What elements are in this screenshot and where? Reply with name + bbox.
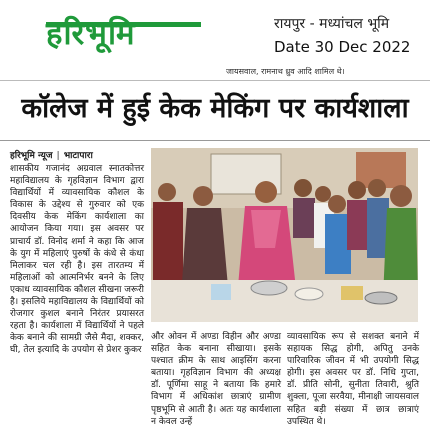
newspaper-logo: हरिभूमि [46, 16, 136, 52]
article-column-3: व्यावसायिक रूप से सशक्त बनाने में सहायक सिद्ध होगी, अपितु उनके पारिवारिक जीवन में भी उपयोगी सिद्ध होगी। इस अवसर पर डॉ. निधि गुप्ता, डॉ. प्रीति सोनी, सुनीता तिवारी, श्रुति शुक्ला, पूजा सरवैया, मीनाक्षी जायसवाल सहित बड़ी संख्या में छात्र छात्राएं उपस्थित थे। [287, 332, 419, 427]
article-photo [151, 148, 418, 322]
date-label: Date 30 Dec 2022 [274, 38, 411, 56]
byline-separator: | [56, 151, 60, 161]
headline: कॉलेज में हुई केक मेकिंग पर कार्यशाला [21, 93, 409, 124]
group-photo-icon [151, 148, 418, 322]
article-column-1: शासकीय गजानंद अग्रवाल स्नातकोत्तर महाविद्यालय के गृहविज्ञान विभाग द्वारा विद्यार्थियों में व्यावसायिक कौशल के विकास के उद्देश्य से गुरुवार को एक दिवसीय केक मेकिंग कार्यशाला का आयोजन किया गया। इस अवसर पर प्राचार्य डॉ. विनोद शर्मा ने कहा कि आज के युग में महिलाएं पुरुषों के कंधे से कंधा मिलाकर चल रही है। इस तारतम्य में महिलाओं को आत्मनिर्भर बनने के लिए एकाध व्यावसायिक कौशल सीखना जरूरी है। इसलिये महाविद्यालय के विद्यार्थियों को रोजगार कुशल बनाने निरंतर प्रयासरत रहता है। कार्यशाला में विद्यार्थियों ने पहले केक बनाने की सामग्री जैसे मैदा, शक्कर, घी, तेल इत्यादि के उपयोग से प्रेशर कुकर [10, 164, 144, 356]
byline-source: हरिभूमि न्यूज [10, 151, 53, 161]
divider [0, 140, 430, 141]
masthead [0, 0, 430, 80]
divider [0, 80, 430, 81]
article-column-2: और ओवन में अण्डा विहीन और अण्डा सहित केक बनाना सीखाया। इसके पश्चात क्रीम के साथ आइसिंग करना बताया। गृहविज्ञान विभाग की अध्यक्ष डॉ. पूर्णिमा साहू ने बताया कि हमारे विभाग में अधिकांश छात्राएं ग्रामीण पृष्ठभूमि से आती है। अतः यह कार्यशाला न केवल उन्हें [151, 332, 281, 427]
byline-place: भाटापारा [63, 151, 93, 161]
previous-article-snippet: जायसवाल, रामनाथ ध्रुव आदि शामिल थे। [226, 67, 345, 76]
byline [10, 148, 93, 161]
edition-label: रायपुर - मध्यांचल भूमि [274, 16, 390, 32]
